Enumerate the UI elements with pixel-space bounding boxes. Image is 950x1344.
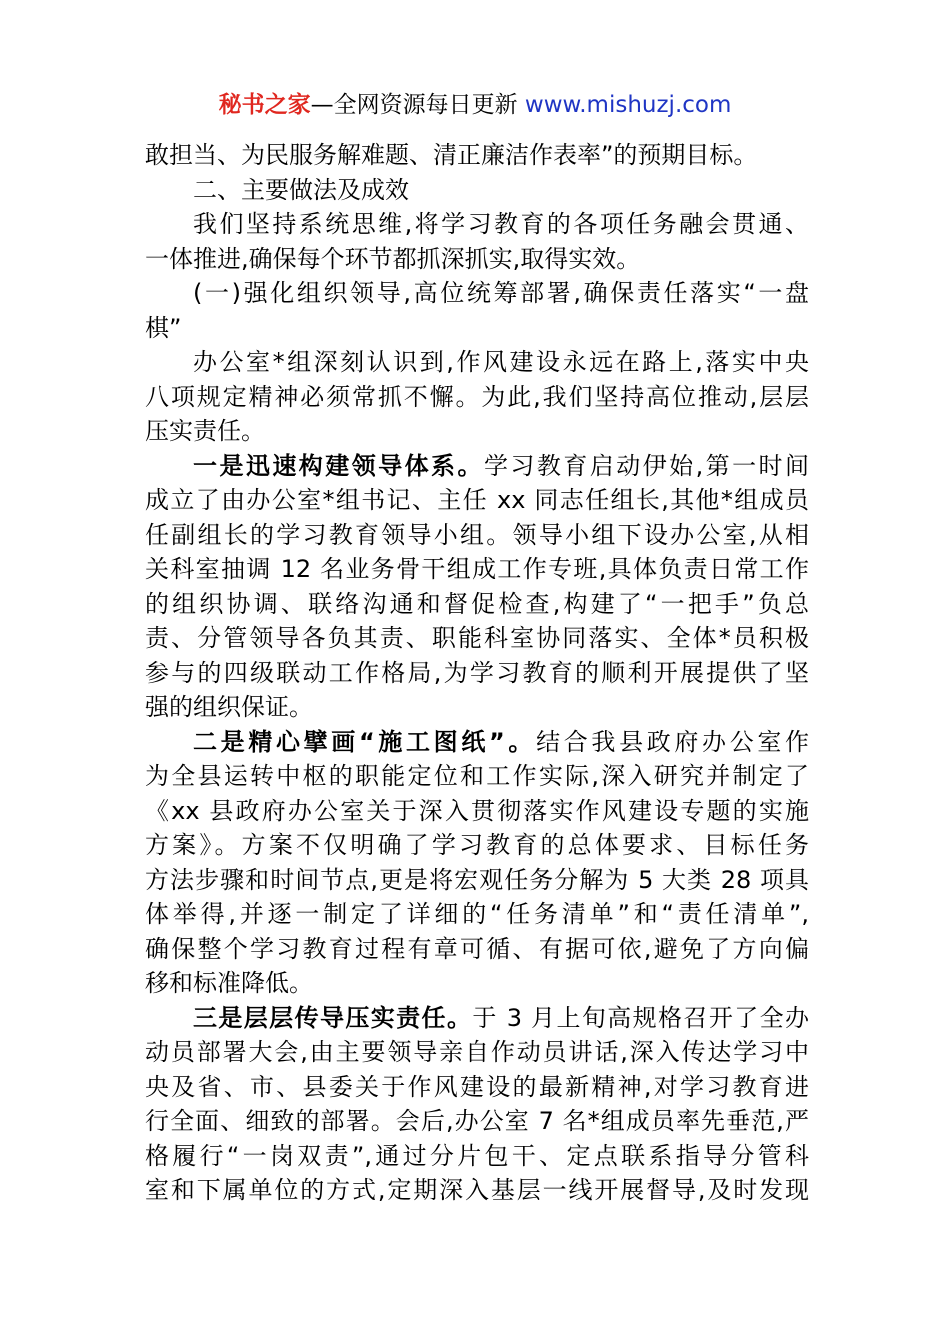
- text-line: 室和下属单位的方式,定期深入基层一线开展督导,及时发现: [145, 1176, 809, 1204]
- subsection-heading: 棋”: [145, 313, 182, 342]
- text-line: 敢担当、为民服务解难题、清正廉洁作表率”的预期目标。: [145, 141, 758, 169]
- subsection-heading: (一)强化组织领导,高位统筹部署,确保责任落实“一盘: [193, 279, 809, 307]
- text-line: 格履行“一岗双责”,通过分片包干、定点联系指导分管科: [145, 1141, 809, 1170]
- text-line: 压实责任。: [145, 417, 265, 445]
- text-line: 强的组织保证。: [145, 693, 313, 721]
- text-line: 动员部署大会,由主要领导亲自作动员讲话,深入传达学习中: [145, 1038, 809, 1066]
- text-line: 的组织协调、联络沟通和督促检查,构建了“一把手”负总: [145, 589, 809, 618]
- text-line: 任副组长的学习教育领导小组。领导小组下设办公室,从相: [145, 520, 809, 549]
- text-line: 体举得,并逐一制定了详细的“任务清单”和“责任清单”,: [145, 900, 809, 928]
- section-heading: 二、主要做法及成效: [193, 175, 409, 204]
- text-line: 责、分管领导各负其责、职能科室协同落实、全体*员积极: [145, 624, 809, 652]
- site-url-link[interactable]: www.mishuzj.com: [524, 92, 732, 118]
- site-brand: 秘书之家: [218, 92, 311, 118]
- bold-lead: 二是精心擘画“施工图纸”。: [193, 727, 537, 756]
- document-body: [145, 138, 809, 1208]
- text-line: 《xx 县政府办公室关于深入贯彻落实作风建设专题的实施: [145, 796, 809, 825]
- text-line: 关科室抽调 12 名业务骨干组成工作专班,具体负责日常工作: [145, 555, 809, 583]
- text-line: 办公室*组深刻认识到,作风建设永远在路上,落实中央: [193, 348, 809, 376]
- text-line: 一是迅速构建领导体系。学习教育启动伊始,第一时间: [193, 451, 809, 480]
- text-line: 移和标准降低。: [145, 969, 313, 997]
- text-line: 行全面、细致的部署。会后,办公室 7 名*组成员率先垂范,严: [145, 1107, 809, 1135]
- site-header: [0, 88, 950, 122]
- site-tagline: —全网资源每日更新: [310, 92, 525, 118]
- text-line: 央及省、市、县委关于作风建设的最新精神,对学习教育进: [145, 1072, 809, 1101]
- text-line: 方法步骤和时间节点,更是将宏观任务分解为 5 大类 28 项具: [145, 865, 809, 894]
- text-line: 我们坚持系统思维,将学习教育的各项任务融会贯通、: [193, 210, 809, 238]
- text-line: 八项规定精神必须常抓不懈。为此,我们坚持高位推动,层层: [145, 382, 809, 411]
- text-line: 方案》。方案不仅明确了学习教育的总体要求、目标任务: [145, 831, 809, 859]
- text-line: 一体推进,确保每个环节都抓深抓实,取得实效。: [145, 244, 641, 273]
- bold-lead: 一是迅速构建领导体系。: [193, 451, 484, 480]
- text-line: 三是层层传导压实责任。于 3 月上旬高规格召开了全办: [193, 1003, 809, 1032]
- text-line: 为全县运转中枢的职能定位和工作实际,深入研究并制定了: [145, 762, 809, 790]
- text-line: 成立了由办公室*组书记、主任 xx 同志任组长,其他*组成员: [145, 486, 809, 514]
- bold-lead: 三是层层传导压实责任。: [193, 1003, 473, 1032]
- text-line: 参与的四级联动工作格局,为学习教育的顺利开展提供了坚: [145, 658, 809, 687]
- text-line: 二是精心擘画“施工图纸”。结合我县政府办公室作: [193, 727, 809, 756]
- text-line: 确保整个学习教育过程有章可循、有据可依,避免了方向偏: [145, 934, 809, 963]
